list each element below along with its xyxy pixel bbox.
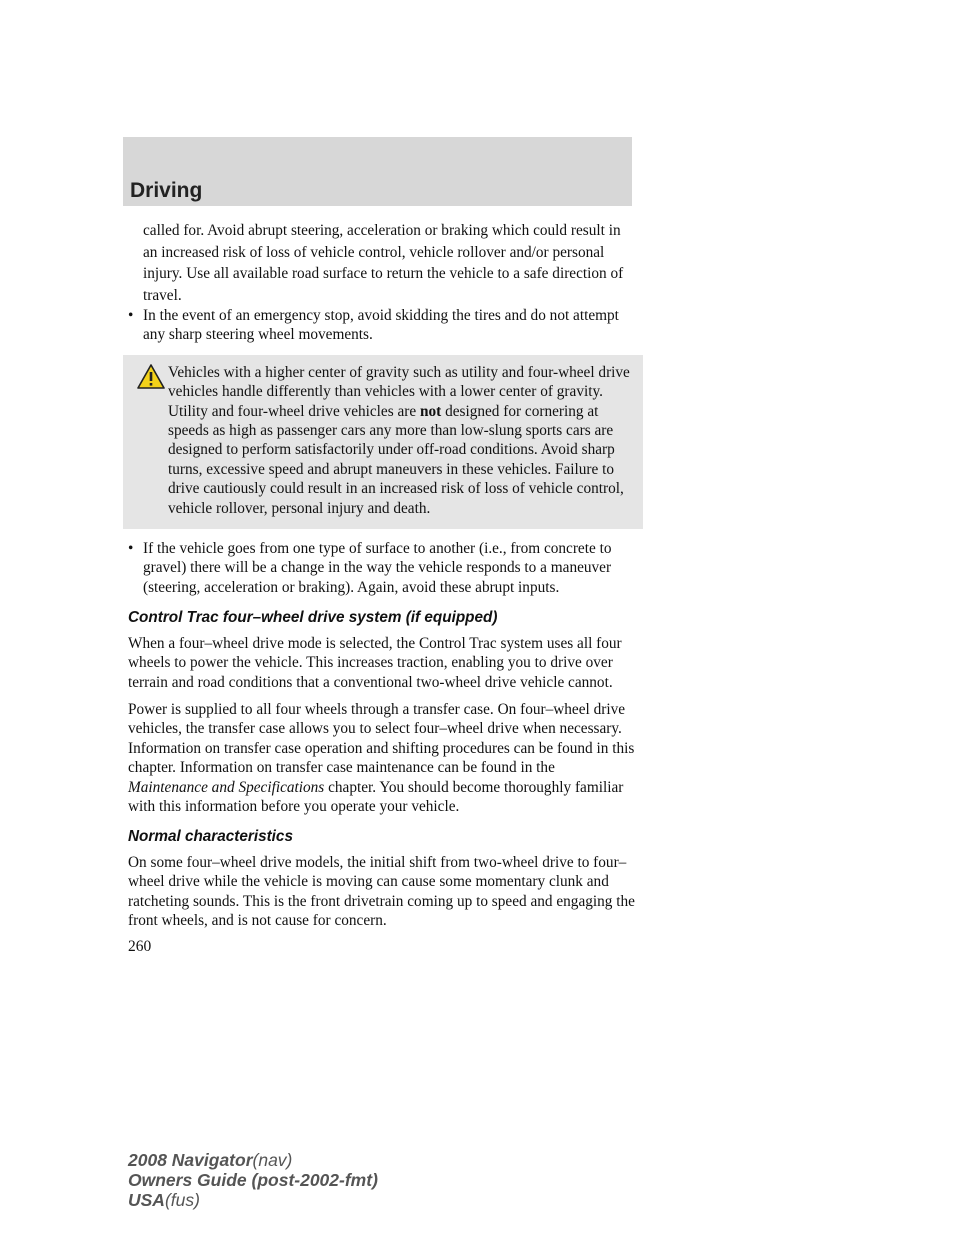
bullet-mark: • (128, 307, 134, 324)
bullet-item (128, 539, 638, 597)
continuation-paragraph: called for. Avoid abrupt steering, acceleration or braking which could result in an increased risk of loss of vehicle control, vehicle rollover and/or personal injury. Use all available road surface to return the vehicle to a safe direction of travel. (143, 222, 624, 304)
warning-triangle-icon (136, 363, 166, 390)
warning-box (123, 355, 643, 529)
bullet-mark: • (128, 540, 134, 558)
paragraph: Power is supplied to all four wheels through a transfer case. On four–wheel drive vehicles, the transfer case allows you to select four–wheel drive when necessary. Information on transfer case operation and shifting procedures can be found in this chapter. Information on transfer case maintenance can be found in the Maintenance and Specifications chapter. You should become thoroughly familiar with this information before you operate your vehicle. (128, 700, 635, 815)
page-content (128, 220, 638, 938)
chapter-title: Driving (130, 179, 203, 202)
warning-text: Vehicles with a higher center of gravity such as utility and four-wheel drive vehicles handle differently than vehicles with a lower center of gravity. Utility and four-wheel drive vehicles are not designed for cornering at speeds as high as passenger cars any more than low-slung sports cars are designed to perform satisfactorily under off-road conditions. Avoid sharp turns, excessive speed and abrupt maneuvers in these vehicles. Failure to drive cautiously could result in an increased risk of loss of vehicle control, vehicle rollover, personal injury and death. (168, 363, 630, 517)
document-footer: 2008 Navigator(nav) Owners Guide (post-2002-fmt) USA(fus) (128, 1150, 378, 1210)
page-number: 260 (128, 938, 152, 955)
bullet-item (128, 306, 638, 345)
bullet-text: If the vehicle goes from one type of surface to another (i.e., from concrete to gravel) there will be a change in the way the vehicle responds to a maneuver (steering, acceleration or braking). Again, avoid these abrupt inputs. (143, 540, 612, 596)
section-heading-control-trac: Control Trac four–wheel drive system (if equipped) (128, 609, 498, 627)
bullet-text: In the event of an emergency stop, avoid skidding the tires and do not attempt any sharp steering wheel movements. (143, 307, 619, 344)
warning-emphasis: not (420, 402, 442, 420)
chapter-reference: Maintenance and Specifications (128, 778, 325, 796)
paragraph: When a four–wheel drive mode is selected, the Control Trac system uses all four wheels to power the vehicle. This increases traction, enabling you to drive over terrain and road conditions that a conventional two-wheel drive vehicle cannot. (128, 634, 622, 691)
paragraph: On some four–wheel drive models, the initial shift from two-wheel drive to four–wheel drive while the vehicle is moving can cause some momentary clunk and ratcheting sounds. This is the front drivetrain coming up to speed and engaging the front wheels, and is not cause for concern. (128, 853, 635, 929)
section-heading-normal-characteristics: Normal characteristics (128, 828, 293, 846)
chapter-header-band (123, 137, 632, 206)
